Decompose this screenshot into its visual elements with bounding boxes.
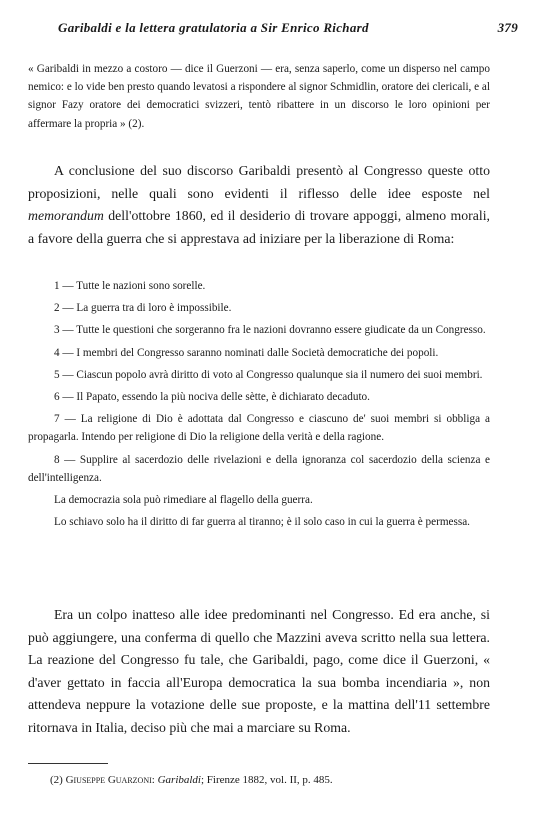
proposition-2: 2 — La guerra tra di loro è impossibile.	[54, 302, 232, 315]
memorandum-term: memorandum	[28, 208, 104, 223]
footnote-author: Giuseppe Guarzoni	[65, 774, 152, 786]
proposition-6: 6 — Il Papato, essendo la più nociva delle sètte, è dichiarato decaduto.	[54, 391, 370, 404]
proposition-slave: Lo schiavo solo ha il diritto di far guerra al tiranno; è il solo caso in cui la guerra è permessa.	[54, 516, 470, 529]
propositions-list	[28, 277, 490, 535]
paragraph-text-part2: dell'ottobre 1860, ed il desiderio di trovare appoggi, almeno morali, a favore della guerra che si apprestava ad iniziare per la liberazione di Roma:	[28, 208, 490, 246]
running-header	[58, 20, 518, 36]
footnote: (2) Giuseppe Guarzoni: Garibaldi; Firenze 1882, vol. II, p. 485.	[50, 774, 333, 786]
proposition-7: 7 — La religione di Dio è adottata dal Congresso e ciascuno de' suoi membri si obbliga a propagarla. Intendo per religione di Dio la religione della verità e della ragione.	[28, 413, 490, 444]
proposition-8: 8 — Supplire al sacerdozio delle rivelazioni e della ignoranza col sacerdozio della scienza e dell'intelligenza.	[28, 453, 490, 484]
footnote-rule	[28, 763, 108, 764]
proposition-democracy: La democrazia sola può rimediare al flagello della guerra.	[54, 494, 313, 507]
paragraph-text-part1: A conclusione del suo discorso Garibaldi presentò al Congresso queste otto proposizioni, nelle quali sono evidenti il riflesso delle idee esposte nel	[28, 163, 490, 201]
paragraph-reaction	[28, 604, 490, 739]
footnote-title: Garibaldi	[157, 774, 201, 786]
quoted-passage: « Garibaldi in mezzo a costoro — dice il Guerzoni — era, senza saperlo, come un disperso nel campo nemico: e lo vide ben presto quando levatosi a rispondere al signor Schmidlin, oratore dei clericali, e al signor Fazy oratore dei democratici svizzeri, tentò ribattere in un discorso le loro opinioni per affermare la propria » (2).	[28, 63, 490, 130]
paragraph-conclusion	[28, 160, 490, 250]
footnote-rest: ; Firenze 1882, vol. II, p. 485.	[201, 774, 333, 786]
paragraph-text: Era un colpo inatteso alle idee predominanti nel Congresso. Ed era anche, si può aggiungere, una conferma di quello che Mazzini aveva scritto nella sua lettera. La reazione del Congresso fu tale, che Garibaldi, pago, come dice il Guerzoni, « d'aver gettato in faccia all'Europa democratica la sua bomba incendiaria », non attendeva neppure la votazione delle sue proposte, e la mattina dell'11 settembre ritornava in Italia, deciso più che mai a marciare su Roma.	[28, 607, 490, 735]
running-title: Garibaldi e la lettera gratulatoria a Sir Enrico Richard	[58, 20, 369, 35]
proposition-1: 1 — Tutte le nazioni sono sorelle.	[54, 280, 206, 292]
footnote-marker: (2)	[50, 774, 63, 786]
page-number: 379	[497, 20, 518, 35]
proposition-5: 5 — Ciascun popolo avrà diritto di voto al Congresso qualunque sia il numero dei suoi membri.	[54, 368, 483, 381]
proposition-4: 4 — I membri del Congresso saranno nominati dalle Società democratiche dei popoli.	[54, 346, 439, 359]
proposition-3: 3 — Tutte le questioni che sorgeranno fra le nazioni dovranno essere giudicate da un Congresso.	[54, 324, 486, 337]
paragraph-text	[28, 160, 490, 250]
